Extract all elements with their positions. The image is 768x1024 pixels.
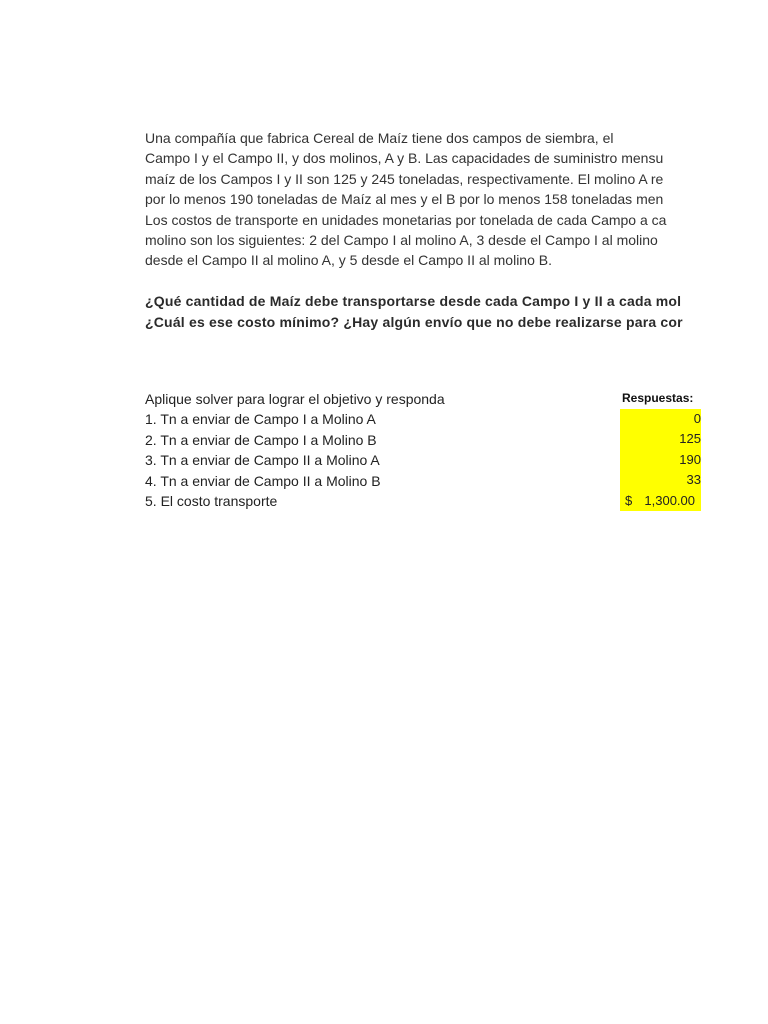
instruction-item: 5. El costo transporte	[145, 493, 278, 510]
answer-cell[interactable]: 125	[620, 429, 701, 449]
instructions-title: Aplique solver para lograr el objetivo y responda	[145, 391, 445, 407]
question-line: ¿Cuál es ese costo mínimo? ¿Hay algún envío que no debe realizarse para cor	[145, 314, 683, 330]
instruction-item: 2. Tn a enviar de Campo I a Molino B	[145, 431, 377, 448]
currency-symbol: $	[625, 492, 633, 508]
problem-line: Una compañía que fabrica Cereal de Maíz tiene dos campos de siembra, el	[145, 130, 614, 146]
answer-cell[interactable]: 0	[620, 409, 701, 429]
cost-value: 1,300.00	[644, 492, 695, 508]
instructions-list	[145, 389, 615, 511]
problem-line: Campo I y el Campo II, y dos molinos, A y B. Las capacidades de suministro mensu	[145, 150, 664, 167]
cost-answer-cell[interactable]	[620, 491, 701, 511]
answers-header: Respuestas:	[622, 391, 694, 405]
instruction-item: 3. Tn a enviar de Campo II a Molino A	[145, 452, 380, 469]
instruction-item: 4. Tn a enviar de Campo II a Molino B	[145, 472, 381, 489]
problem-line: maíz de los Campos I y II son 125 y 245 toneladas, respectivamente. El molino A re	[145, 170, 664, 187]
problem-line: desde el Campo II al molino A, y 5 desde el Campo II al molino B.	[145, 252, 552, 269]
answer-cell[interactable]: 33	[620, 470, 701, 490]
question-line: ¿Qué cantidad de Maíz debe transportarse desde cada Campo I y II a cada mol	[145, 293, 682, 309]
problem-statement	[145, 128, 701, 271]
answers-column	[620, 409, 701, 511]
question-block	[145, 291, 701, 333]
answer-cell[interactable]: 190	[620, 450, 701, 470]
problem-line: Los costos de transporte en unidades monetarias por tonelada de cada Campo a ca	[145, 211, 667, 228]
instruction-item: 1. Tn a enviar de Campo I a Molino A	[145, 411, 376, 428]
problem-line: por lo menos 190 toneladas de Maíz al mes y el B por lo menos 158 toneladas men	[145, 191, 664, 208]
problem-line: molino son los siguientes: 2 del Campo I al molino A, 3 desde el Campo I al molino	[145, 232, 658, 249]
